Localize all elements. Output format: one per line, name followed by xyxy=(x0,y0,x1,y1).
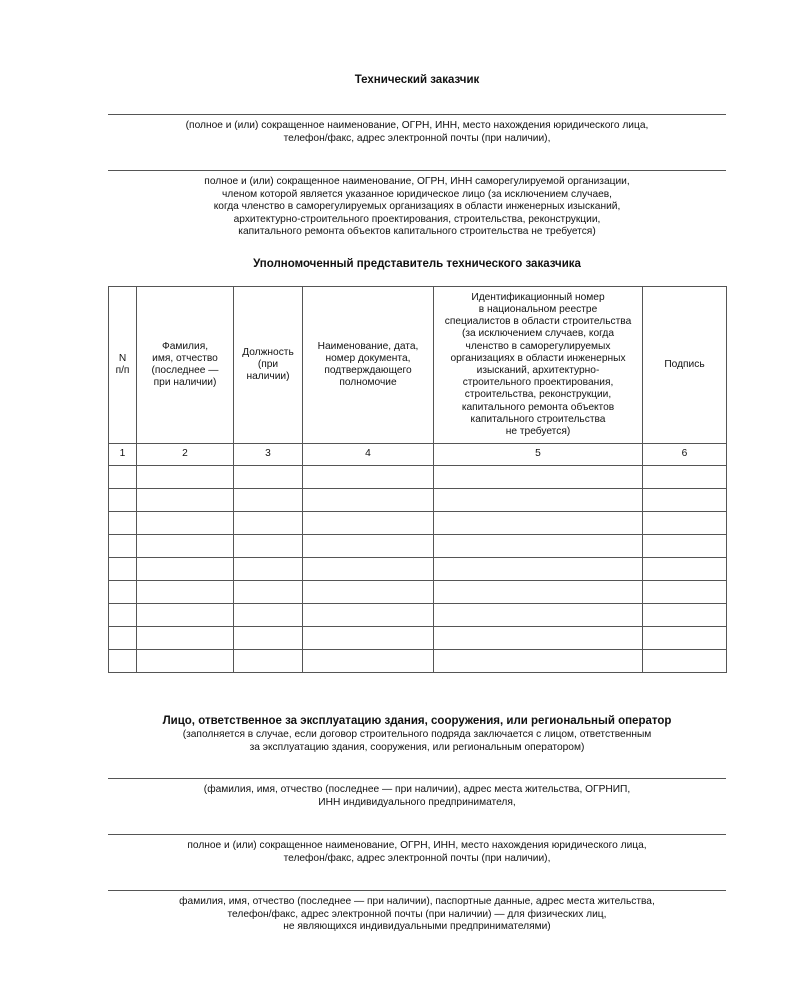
table-cell[interactable] xyxy=(234,627,303,650)
table-cell[interactable] xyxy=(234,489,303,512)
header-col-2: Фамилия, имя, отчество (последнее — при наличии) xyxy=(137,287,234,444)
table-cell[interactable] xyxy=(643,535,727,558)
table-cell[interactable] xyxy=(137,581,234,604)
technical-customer-caption-1: (полное и (или) сокращенное наименование, ОГРН, ИНН, место нахождения юридического лица, телефон/факс, адрес электронной почты (при наличии), xyxy=(185,120,649,144)
table-cell[interactable] xyxy=(137,512,234,535)
table-cell[interactable] xyxy=(303,466,434,489)
table-row xyxy=(109,466,727,489)
column-number: 5 xyxy=(434,444,643,466)
table-cell[interactable] xyxy=(434,512,643,535)
table-cell[interactable] xyxy=(303,489,434,512)
table-cell[interactable] xyxy=(234,558,303,581)
table-cell[interactable] xyxy=(303,650,434,673)
header-col-6: Подпись xyxy=(643,287,727,444)
table-cell[interactable] xyxy=(643,581,727,604)
column-number: 2 xyxy=(137,444,234,466)
column-number: 3 xyxy=(234,444,303,466)
table-cell[interactable] xyxy=(643,558,727,581)
operator-line-2 xyxy=(108,834,726,835)
table-row xyxy=(109,512,727,535)
operator-note: (заполняется в случае, если договор строительного подряда заключается с лицом, ответственным за эксплуатацию здания, сооружения, или региональным оператором) xyxy=(182,729,652,753)
column-number-row xyxy=(109,444,727,466)
table-header-row xyxy=(109,287,727,444)
technical-customer-line-1 xyxy=(108,114,726,115)
header-col-1: N п/п xyxy=(109,287,137,444)
table-cell[interactable] xyxy=(109,627,137,650)
header-col-3: Должность (при наличии) xyxy=(234,287,303,444)
table-cell[interactable] xyxy=(434,650,643,673)
table-cell[interactable] xyxy=(303,604,434,627)
operator-line-3 xyxy=(108,890,726,891)
operator-caption-3: фамилия, имя, отчество (последнее — при наличии), паспортные данные, адрес места жительства, телефон/факс, адрес электронной почты (при наличии) — для физических лиц, не являющихся индивидуальными предпринимателями) xyxy=(179,896,655,932)
table-row xyxy=(109,604,727,627)
table-cell[interactable] xyxy=(434,558,643,581)
table-cell[interactable] xyxy=(434,627,643,650)
operator-title: Лицо, ответственное за эксплуатацию здания, сооружения, или региональный оператор xyxy=(162,715,672,727)
technical-customer-title: Технический заказчик xyxy=(354,74,480,86)
table-cell[interactable] xyxy=(643,512,727,535)
table-cell[interactable] xyxy=(109,581,137,604)
operator-line-1 xyxy=(108,778,726,779)
table-cell[interactable] xyxy=(234,604,303,627)
table-cell[interactable] xyxy=(303,558,434,581)
table-row xyxy=(109,581,727,604)
table-cell[interactable] xyxy=(137,535,234,558)
table-cell[interactable] xyxy=(234,650,303,673)
table-cell[interactable] xyxy=(109,535,137,558)
table-cell[interactable] xyxy=(643,650,727,673)
table-row xyxy=(109,535,727,558)
header-col-5: Идентификационный номер в национальном реестре специалистов в области строительства (за исключением случаев, когда членство в саморегулируемых организациях в области инженерных изысканий, архитектурно- строительного проектирования, строительства, реконструкции, капитального ремонта объектов капитального строительства не требуется) xyxy=(434,287,643,444)
table-row xyxy=(109,627,727,650)
table-cell[interactable] xyxy=(303,512,434,535)
table-cell[interactable] xyxy=(109,558,137,581)
table-cell[interactable] xyxy=(303,535,434,558)
table-cell[interactable] xyxy=(137,558,234,581)
header-col-4: Наименование, дата, номер документа, подтверждающего полномочие xyxy=(303,287,434,444)
table-cell[interactable] xyxy=(234,512,303,535)
operator-caption-1: (фамилия, имя, отчество (последнее — при наличии), адрес места жительства, ОГРНИП, ИНН индивидуального предпринимателя, xyxy=(203,784,631,808)
table-cell[interactable] xyxy=(643,627,727,650)
table-cell[interactable] xyxy=(643,604,727,627)
table-cell[interactable] xyxy=(643,489,727,512)
table-cell[interactable] xyxy=(234,535,303,558)
table-row xyxy=(109,650,727,673)
table-cell[interactable] xyxy=(109,512,137,535)
table-cell[interactable] xyxy=(303,581,434,604)
table-cell[interactable] xyxy=(303,627,434,650)
table-cell[interactable] xyxy=(434,466,643,489)
table-cell[interactable] xyxy=(234,466,303,489)
table-cell[interactable] xyxy=(434,535,643,558)
table-cell[interactable] xyxy=(109,466,137,489)
table-cell[interactable] xyxy=(109,604,137,627)
table-row xyxy=(109,558,727,581)
table-cell[interactable] xyxy=(137,489,234,512)
column-number: 1 xyxy=(109,444,137,466)
technical-customer-line-2 xyxy=(108,170,726,171)
table-cell[interactable] xyxy=(234,581,303,604)
column-number: 6 xyxy=(643,444,727,466)
technical-customer-caption-2: полное и (или) сокращенное наименование, ОГРН, ИНН саморегулируемой организации, членом которой является указанное юридическое лицо (за исключением случаев, когда членство в саморегулируемых организациях в области инженерных изысканий, архитектурно-строительного проектирования, строительства, реконструкции, капитального ремонта объектов капитального строительства не требуется) xyxy=(204,176,630,237)
table-cell[interactable] xyxy=(137,650,234,673)
representative-table xyxy=(108,286,727,673)
table-cell[interactable] xyxy=(434,489,643,512)
table-cell[interactable] xyxy=(109,650,137,673)
column-number: 4 xyxy=(303,444,434,466)
table-cell[interactable] xyxy=(643,466,727,489)
table-cell[interactable] xyxy=(137,604,234,627)
table-cell[interactable] xyxy=(434,581,643,604)
table-row xyxy=(109,489,727,512)
representative-title: Уполномоченный представитель технического заказчика xyxy=(253,258,581,270)
table-cell[interactable] xyxy=(109,489,137,512)
table-cell[interactable] xyxy=(137,627,234,650)
table-cell[interactable] xyxy=(137,466,234,489)
table-cell[interactable] xyxy=(434,604,643,627)
operator-caption-2: полное и (или) сокращенное наименование, ОГРН, ИНН, место нахождения юридического лица, телефон/факс, адрес электронной почты (при наличии), xyxy=(187,840,647,864)
